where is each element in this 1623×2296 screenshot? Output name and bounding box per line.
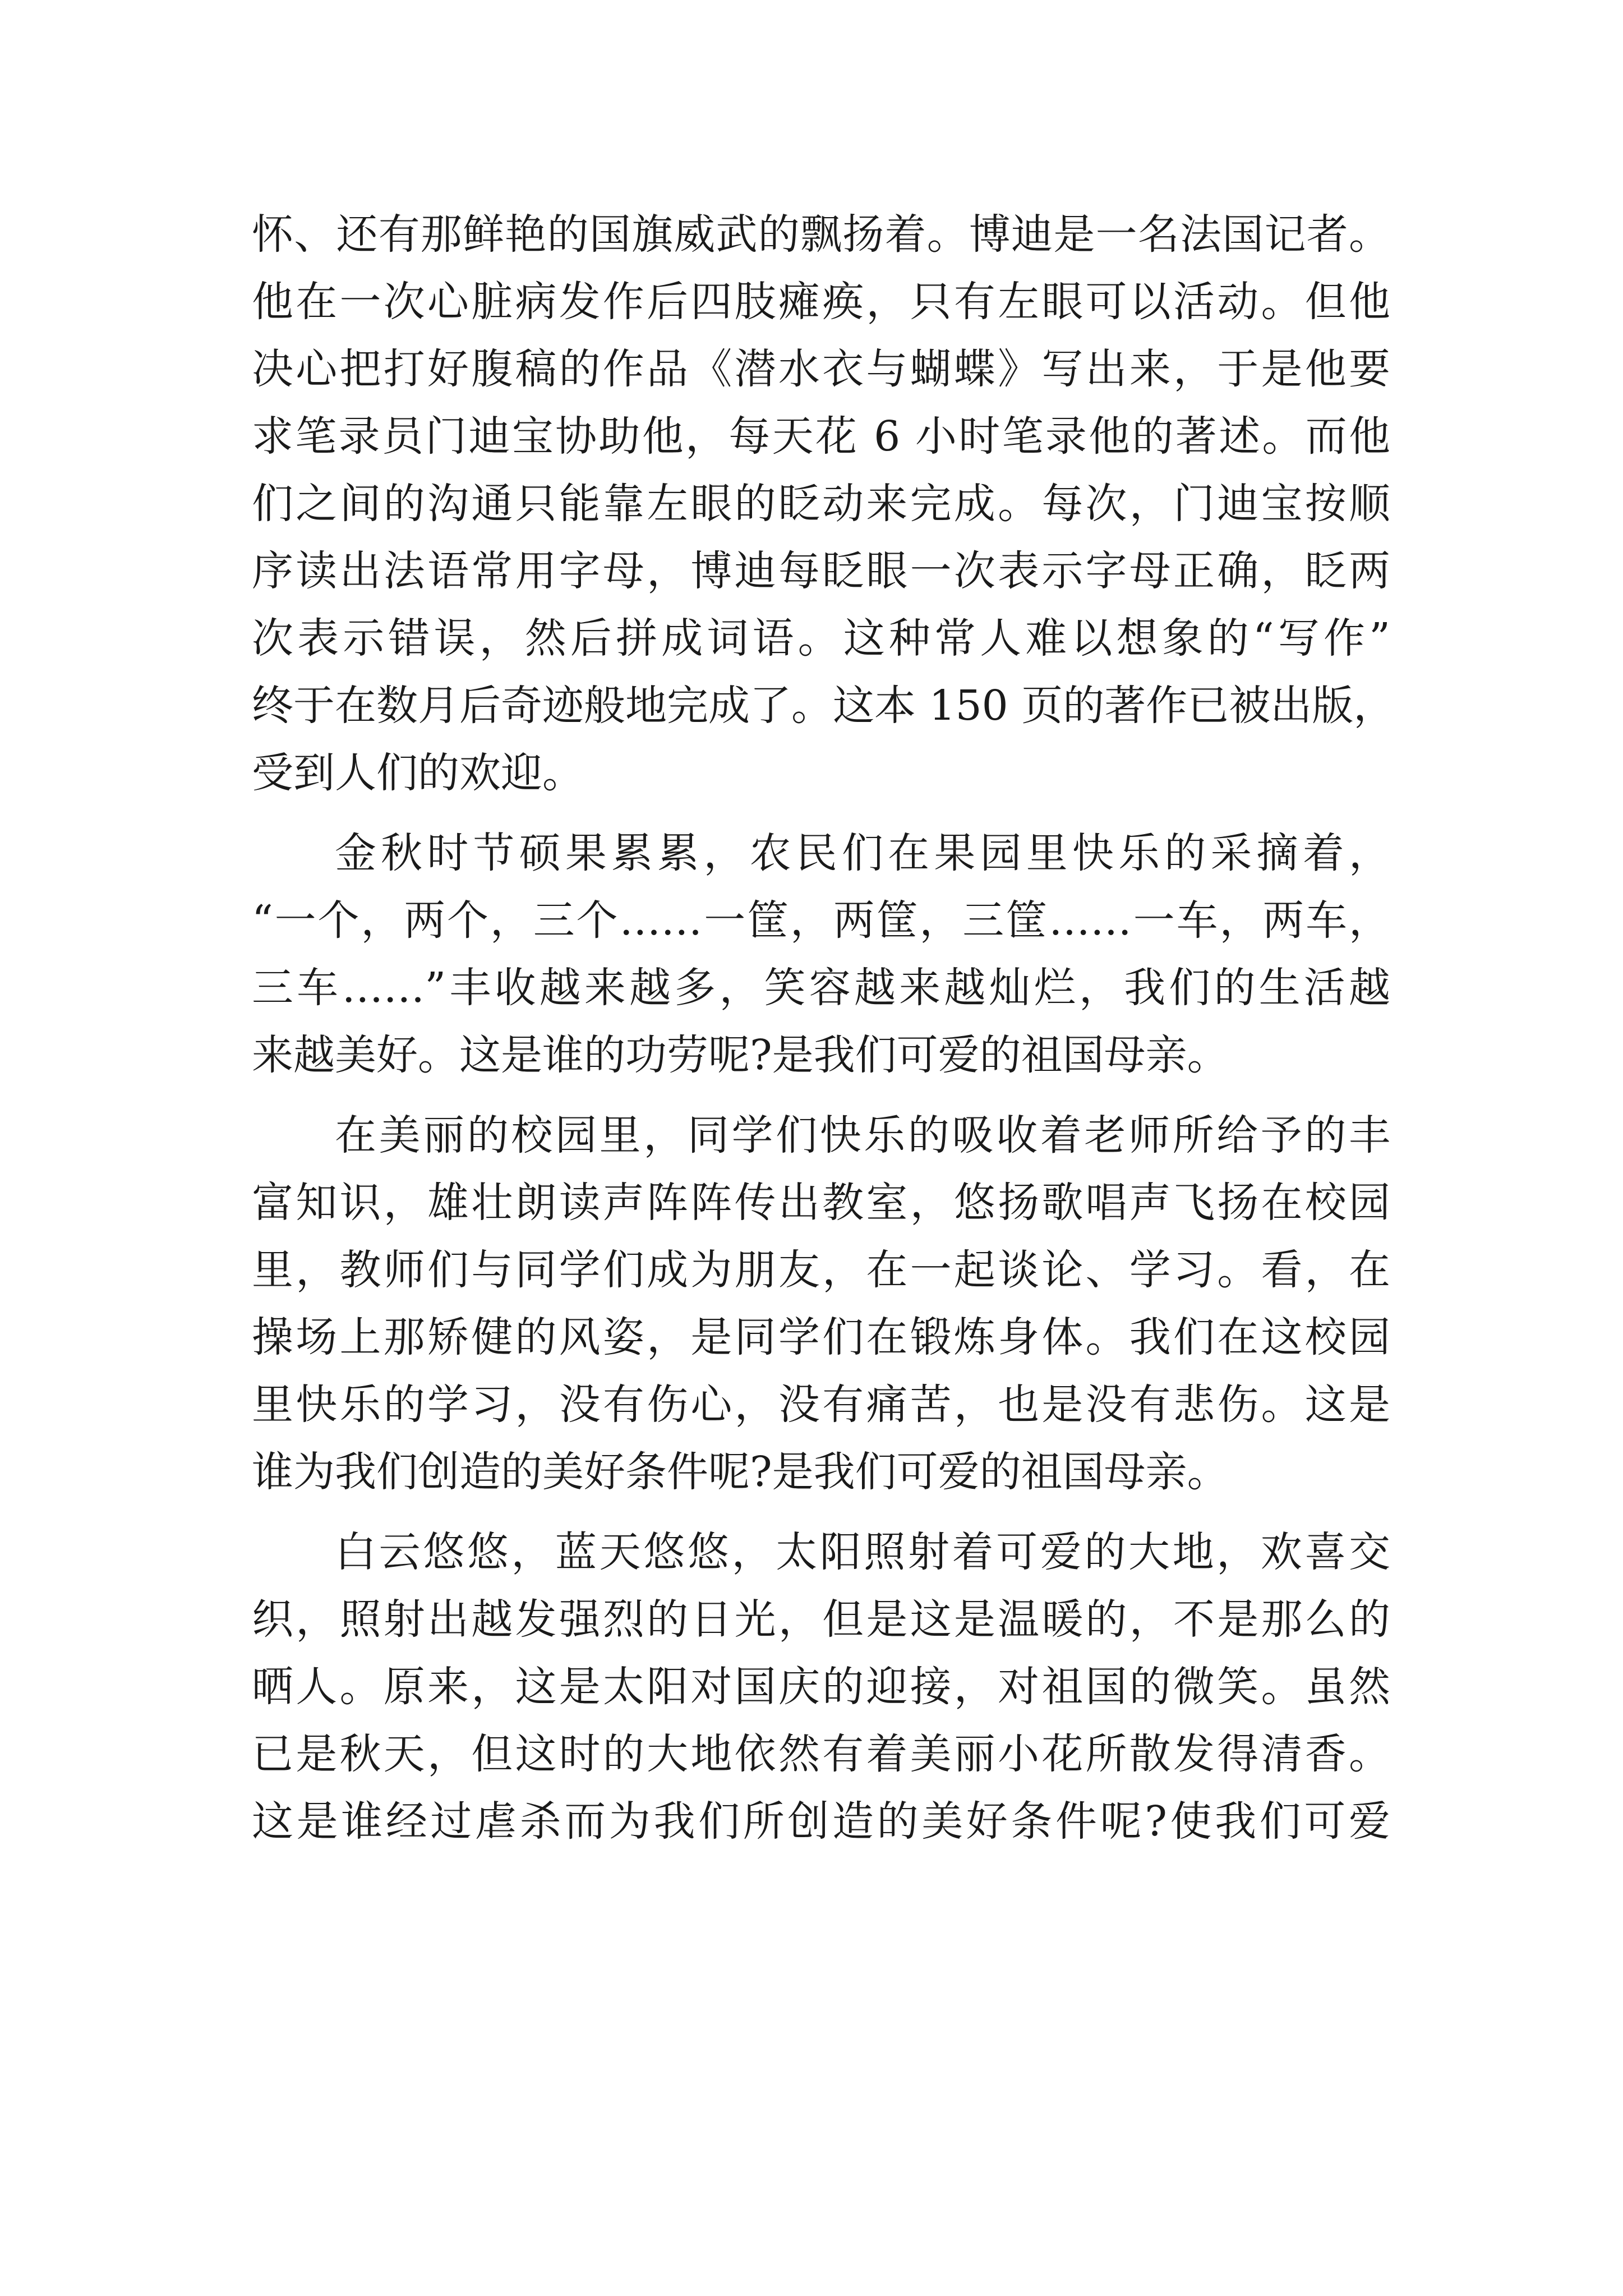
- text-line: 里快乐的学习，没有伤心，没有痛苦，也是没有悲伤。这是: [252, 1381, 1390, 1429]
- paragraph-2: [252, 820, 1390, 1089]
- text-line: 已是秋天，但这时的大地依然有着美丽小花所散发得清香。: [252, 1730, 1390, 1778]
- text-line: 富知识，雄壮朗读声阵阵传出教室，悠扬歌唱声飞扬在校园: [252, 1179, 1390, 1227]
- text-line: 晒人。原来，这是太阳对国庆的迎接，对祖国的微笑。虽然: [252, 1663, 1390, 1711]
- paragraph-spacing: [252, 807, 1390, 820]
- text-line: 序读出法语常用字母，博迪每眨眼一次表示字母正确，眨两: [252, 547, 1390, 595]
- text-line: 在美丽的校园里，同学们快乐的吸收着老师所给予的丰: [335, 1111, 1390, 1159]
- text-line: 金秋时节硕果累累，农民们在果园里快乐的采摘着，: [335, 829, 1390, 877]
- paragraph-spacing: [252, 1506, 1390, 1519]
- text-line: 终于在数月后奇迹般地完成了。这本 150 页的著作已被出版，: [252, 682, 1395, 730]
- text-line: 操场上那矫健的风姿，是同学们在锻炼身体。我们在这校园: [252, 1313, 1390, 1361]
- text-line: 他在一次心脏病发作后四肢瘫痪，只有左眼可以活动。但他: [252, 278, 1390, 326]
- text-line: 谁为我们创造的美好条件呢?是我们可爱的祖国母亲。: [252, 1448, 1229, 1496]
- text-line: 次表示错误，然后拼成词语。这种常人难以想象的“写作”: [252, 614, 1390, 662]
- text-line: 白云悠悠，蓝天悠悠，太阳照射着可爱的大地，欢喜交: [335, 1528, 1390, 1576]
- paragraph-4: [252, 1519, 1390, 1855]
- essay-body: [252, 201, 1395, 1855]
- text-line: 来越美好。这是谁的功劳呢?是我们可爱的祖国母亲。: [252, 1031, 1229, 1079]
- text-line: 求笔录员门迪宝协助他，每天花 6 小时笔录他的著述。而他: [252, 412, 1390, 461]
- text-line: 里，教师们与同学们成为朋友，在一起谈论、学习。看，在: [252, 1246, 1390, 1294]
- paragraph-3: [252, 1102, 1390, 1506]
- paragraph-spacing: [252, 1089, 1390, 1102]
- text-line: 这是谁经过虐杀而为我们所创造的美好条件呢?使我们可爱: [252, 1797, 1390, 1846]
- text-line: “一个，两个，三个……一筐，两筐，三筐……一车，两车，: [252, 896, 1390, 945]
- paragraph-1: [252, 201, 1395, 807]
- text-line: 怀、还有那鲜艳的国旗威武的飘扬着。博迪是一名法国记者。: [252, 210, 1390, 259]
- text-line: 受到人们的欢迎。: [252, 749, 584, 797]
- text-line: 织，照射出越发强烈的日光，但是这是温暖的，不是那么的: [252, 1595, 1390, 1644]
- text-line: 们之间的沟通只能靠左眼的眨动来完成。每次，门迪宝按顺: [252, 480, 1390, 528]
- text-line: 决心把打好腹稿的作品《潜水衣与蝴蝶》写出来，于是他要: [252, 345, 1390, 393]
- text-line: 三车……”丰收越来越多，笑容越来越灿烂，我们的生活越: [252, 964, 1390, 1012]
